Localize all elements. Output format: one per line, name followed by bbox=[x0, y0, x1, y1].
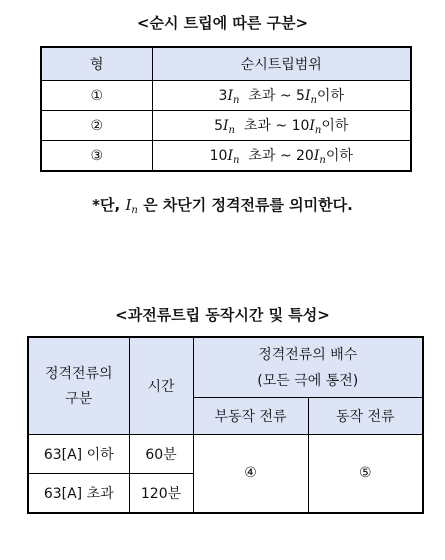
header-type: 형 bbox=[41, 47, 152, 81]
table-row bbox=[41, 111, 411, 141]
type-cell: ② bbox=[41, 111, 152, 141]
operating-value-cell: ⑤ bbox=[308, 434, 423, 513]
time-cell: 60분 bbox=[129, 434, 193, 473]
symbol-i: I bbox=[227, 148, 233, 164]
header-operating-current: 동작 전류 bbox=[308, 397, 423, 434]
header-trip-range: 순시트립범위 bbox=[152, 47, 411, 81]
range-mid: 초과 ~ bbox=[248, 88, 292, 104]
time-cell: 120분 bbox=[129, 473, 193, 513]
subscript-n: n bbox=[228, 125, 235, 136]
subscript-n: n bbox=[310, 95, 317, 106]
symbol-i: I bbox=[222, 118, 229, 134]
table-row bbox=[41, 81, 411, 111]
non-operating-value-cell: ④ bbox=[193, 434, 308, 513]
symbol-i: I bbox=[309, 118, 315, 134]
symbol-i: I bbox=[125, 196, 132, 214]
range-tail: 이하 bbox=[321, 118, 349, 134]
coef-high: 20 bbox=[296, 148, 314, 164]
header-current-multiple bbox=[193, 337, 423, 397]
table-header-row bbox=[41, 47, 411, 81]
subscript-n: n bbox=[131, 205, 138, 216]
table-row bbox=[28, 434, 423, 473]
header-time: 시간 bbox=[129, 337, 193, 434]
header-non-operating-current: 부동작 전류 bbox=[193, 397, 308, 434]
range-mid: 초과 ~ bbox=[248, 148, 292, 164]
footnote bbox=[0, 194, 445, 216]
overcurrent-trip-table bbox=[27, 336, 424, 514]
header-rated-line2: 구분 bbox=[65, 391, 93, 408]
coef-low: 3 bbox=[218, 88, 228, 104]
coef-low: 10 bbox=[209, 148, 228, 164]
rated-cell: 63[A] 초과 bbox=[28, 473, 129, 513]
header-rated-line1: 정격전류의 bbox=[44, 366, 113, 383]
table-row bbox=[41, 141, 411, 172]
coef-low: 5 bbox=[214, 118, 223, 134]
note-prefix: *단, bbox=[92, 196, 121, 214]
rated-cell: 63[A] 이하 bbox=[28, 434, 129, 473]
table-header-row bbox=[28, 337, 423, 397]
header-multiple-line2: (모든 극에 통전) bbox=[257, 373, 359, 390]
type-cell: ① bbox=[41, 81, 152, 111]
symbol-i: I bbox=[313, 148, 320, 164]
subscript-n: n bbox=[319, 155, 326, 166]
range-tail: 이하 bbox=[316, 88, 344, 104]
symbol-i: I bbox=[304, 88, 311, 104]
note-suffix: 은 차단기 정격전류를 의미한다. bbox=[143, 196, 353, 214]
type-cell: ③ bbox=[41, 141, 152, 172]
range-cell bbox=[152, 141, 411, 172]
table2-title: <과전류트립 동작시간 및 특성> bbox=[115, 306, 330, 324]
header-multiple-line1: 정격전류의 배수 bbox=[258, 347, 358, 364]
subscript-n: n bbox=[232, 95, 240, 106]
instantaneous-trip-table bbox=[40, 46, 412, 172]
subscript-n: n bbox=[314, 125, 322, 136]
subscript-n: n bbox=[232, 155, 240, 166]
range-cell bbox=[152, 111, 411, 141]
coef-high: 10 bbox=[291, 118, 310, 134]
symbol-i: I bbox=[227, 88, 233, 104]
range-tail: 이하 bbox=[325, 148, 353, 164]
coef-high: 5 bbox=[296, 88, 305, 104]
range-cell bbox=[152, 81, 411, 111]
range-mid: 초과 ~ bbox=[243, 118, 288, 134]
header-rated-current bbox=[28, 337, 129, 434]
table1-title: <순시 트립에 따른 구분> bbox=[136, 14, 309, 32]
